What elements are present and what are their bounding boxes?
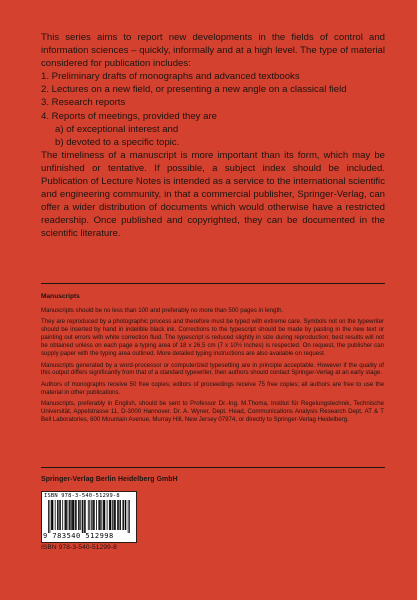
manuscripts-paragraph: Manuscripts generated by a word-processor or computerized typesetting are in principle acceptable. However if the quality of this output differs significantly from that of a standard typewriter, then authors should contact Springer-Verlag at an early stage.	[41, 361, 384, 377]
barcode-bar	[75, 500, 76, 530]
barcode	[41, 491, 137, 543]
barcode-bar	[113, 500, 114, 530]
manuscripts-paragraph: Authors of monographs receive 50 free copies; editors of proceedings receive 75 free copies; all authors are free to use the material in other publications.	[41, 380, 384, 396]
barcode-bar	[69, 500, 70, 530]
barcode-bar	[104, 500, 105, 530]
barcode-bar	[117, 500, 118, 530]
manuscripts-section	[41, 293, 384, 428]
barcode-bar	[58, 500, 59, 530]
top-divider	[41, 283, 385, 284]
barcode-bar	[120, 500, 121, 530]
barcode-bar	[88, 500, 89, 530]
barcode-bar	[123, 500, 124, 530]
barcode-bar	[96, 500, 97, 530]
barcode-bar	[53, 500, 54, 530]
intro-paragraph: This series aims to report new developments in the fields of control and information sciences – quickly, informally and at a high level. The type of material considered for publication includes:	[41, 32, 385, 70]
barcode-bar	[73, 500, 74, 530]
manuscripts-paragraph: Manuscripts should be no less than 100 and preferably no more than 500 pages in length.	[41, 306, 284, 314]
barcode-isbn-label: ISBN 978-3-540-51299-8	[44, 493, 120, 499]
barcode-bar	[94, 500, 95, 530]
barcode-bar	[110, 500, 111, 530]
barcode-bar	[62, 500, 63, 530]
barcode-bar	[84, 500, 85, 533]
barcode-bar	[83, 500, 84, 533]
barcode-bar	[72, 500, 73, 530]
barcode-bar	[128, 500, 129, 533]
meeting-conditions-list	[41, 123, 385, 149]
section-heading: Manuscripts	[41, 293, 80, 300]
barcode-bar	[82, 500, 83, 533]
barcode-bar	[98, 500, 99, 530]
barcode-bar	[78, 500, 79, 530]
barcode-bar	[119, 500, 120, 530]
list-item: 2. Lectures on a new field, or presenting a new angle on a classical field	[41, 84, 347, 96]
barcode-bar	[122, 500, 123, 530]
barcode-bar	[50, 500, 51, 533]
publisher-name: Springer-Verlag Berlin Heidelberg GmbH	[41, 476, 178, 483]
barcode-bar	[100, 500, 101, 530]
barcode-bar	[101, 500, 102, 530]
barcode-bar	[93, 500, 94, 530]
bottom-divider	[41, 467, 385, 468]
material-list	[41, 70, 385, 122]
barcode-bar	[125, 500, 126, 530]
barcode-digits: 9 783540 512998	[43, 532, 114, 540]
barcode-bar	[110, 500, 111, 530]
barcode-bar	[68, 500, 69, 530]
barcode-bar	[59, 500, 60, 530]
barcode-bar	[85, 500, 86, 533]
barcode-bar	[109, 500, 110, 530]
list-item: 1. Preliminary drafts of monographs and advanced textbooks	[41, 71, 300, 83]
barcode-bar	[74, 500, 75, 530]
barcode-bar	[91, 500, 92, 530]
barcode-bars	[48, 500, 130, 533]
barcode-bar	[65, 500, 66, 530]
barcode-bar	[48, 500, 49, 533]
barcode-bar	[57, 500, 58, 530]
barcode-bar	[66, 500, 67, 530]
barcode-bar	[51, 500, 52, 530]
barcode-bar	[99, 500, 100, 530]
barcode-bar	[55, 500, 56, 530]
barcode-bar	[80, 500, 81, 530]
barcode-bar	[60, 500, 61, 530]
barcode-bar	[89, 500, 90, 530]
barcode-bar	[129, 500, 130, 533]
barcode-bar	[114, 500, 115, 530]
barcode-bar	[115, 500, 116, 530]
manuscripts-paragraph: They are reproduced by a photographic process and therefore must be typed with extreme care. Symbols not on the typewriter should be inserted by hand in indelible black ink. Corrections to the typescript should be made by pasting in the new text or painting out errors with white correction fluid. The typescript is reduced slightly in size during reproduction; best results will not be obtained unless on each page a typing area of 18 x 26,5 cm (7 x 10½ inches) is respected. On request, the publisher can supply paper with the typing area outlined. More detailed typing instructions are also available on request.	[41, 318, 384, 357]
manuscripts-paragraph: Manuscripts, preferably in English, should be sent to Professor Dr.-Ing. M.Thoma, Institut für Regelungstechnik, Technische Universität, Appelstrasse 11, D-3000 Hannover. Dr. A. Wyner, Dept. Head, Communications Analysis Research Dept, AT & T Bell Laboratories, 600 Mountain Avenue, Murray Hill, New Jersey 07974, or directly to Springer-Verlag Heidelberg.	[41, 400, 384, 424]
list-item: 4. Reports of meetings, provided they are	[41, 110, 217, 122]
barcode-bar	[125, 500, 126, 530]
barcode-bar	[118, 500, 119, 530]
barcode-bar	[103, 500, 104, 530]
barcode-bar	[112, 500, 113, 530]
list-item: a) of exceptional interest and	[55, 123, 179, 135]
barcode-bar	[65, 500, 66, 530]
barcode-bar	[70, 500, 71, 530]
barcode-bar	[92, 500, 93, 530]
series-description	[41, 31, 385, 241]
list-item: b) devoted to a specific topic.	[55, 136, 180, 148]
barcode-bar	[104, 500, 105, 530]
list-item: 3. Research reports	[41, 97, 126, 109]
barcode-bar	[71, 500, 72, 530]
barcode-bar	[52, 500, 53, 530]
barcode-bar	[76, 500, 77, 530]
barcode-bar	[107, 500, 108, 530]
isbn-number: ISBN 978-3-540-51299-8	[41, 544, 117, 551]
barcode-bar	[79, 500, 80, 530]
timeliness-paragraph: The timeliness of a manuscript is more important than its form, which may be unfinished or tentative. If possible, a subject index should be included. Publication of Lecture Notes is intended as a service to the international scientific and engineering community, in that a commercial publisher, Springer-Verlag, can offer a wider distribution of documents which would otherwise have a restricted readership. Once published and copyrighted, they can be documented in the scientific literature.	[41, 149, 385, 240]
